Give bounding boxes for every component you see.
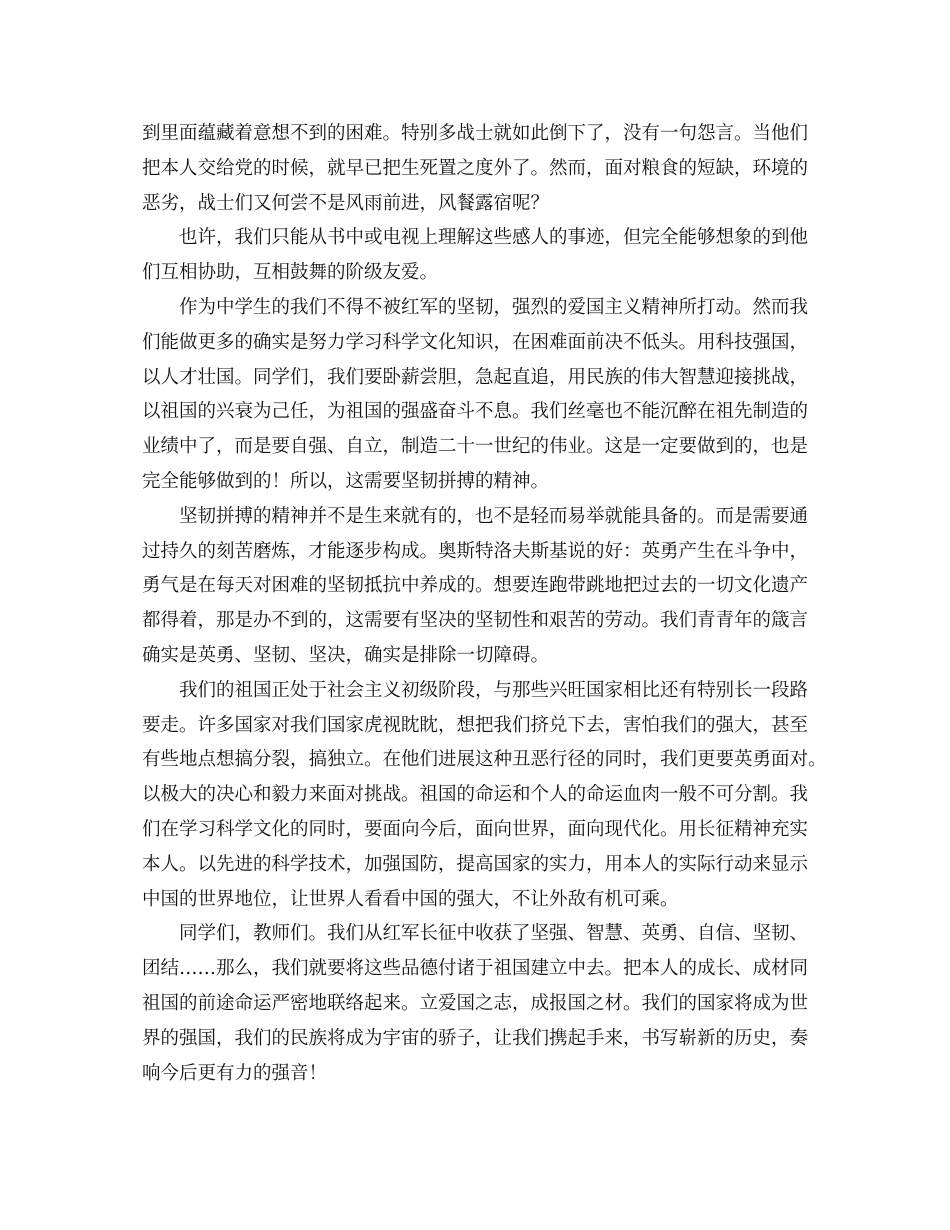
- text-line: 把本人交给党的时候，就早已把生死置之度外了。然而，面对粮食的短缺，环境的: [142, 157, 809, 179]
- text-line: 坚韧拼搏的精神并不是生来就有的，也不是轻而易举就能具备的。而是需要通: [142, 505, 809, 527]
- text-line: 也许，我们只能从书中或电视上理解这些感人的事迹，但完全能够想象的到他: [142, 227, 809, 249]
- body-text: [142, 117, 827, 1091]
- text-line: 同学们，教师们。我们从红军长征中收获了坚强、智慧、英勇、自信、坚韧、: [142, 923, 809, 945]
- text-line: 以人才壮国。同学们，我们要卧薪尝胆，急起直追，用民族的伟大智慧迎接挑战，: [142, 366, 809, 388]
- text-line: 界的强国，我们的民族将成为宇宙的骄子，让我们携起手来，书写崭新的历史，奏: [142, 1027, 809, 1049]
- text-line: 们在学习科学文化的同时，要面向今后，面向世界，面向现代化。用长征精神充实: [142, 818, 809, 840]
- text-line: 到里面蕴藏着意想不到的困难。特别多战士就如此倒下了，没有一句怨言。当他们: [142, 123, 809, 144]
- text-line: 中国的世界地位，让世界人看看中国的强大，不让外敌有机可乘。: [142, 888, 679, 910]
- text-line: 祖国的前途命运严密地联络起来。立爱国之志，成报国之材。我们的国家将成为世: [142, 992, 809, 1014]
- text-line: 响今后更有力的强音！: [142, 1062, 328, 1084]
- text-line: 要走。许多国家对我们国家虎视眈眈，想把我们挤兑下去，害怕我们的强大，甚至: [142, 714, 809, 736]
- text-line: 作为中学生的我们不得不被红军的坚韧，强烈的爱国主义精神所打动。然而我: [142, 296, 809, 318]
- text-line: 团结……那么，我们就要将这些品德付诸于祖国建立中去。把本人的成长、成材同: [142, 958, 809, 980]
- text-line: 有些地点想搞分裂，搞独立。在他们进展这种丑恶行径的同时，我们更要英勇面对。: [142, 749, 827, 771]
- text-line: 们互相协助，互相鼓舞的阶级友爱。: [142, 262, 439, 284]
- text-line: 勇气是在每天对困难的坚韧抵抗中养成的。想要连跑带跳地把过去的一切文化遗产: [142, 575, 809, 597]
- text-line: 确实是英勇、坚韧、坚决，确实是排除一切障碍。: [142, 644, 550, 666]
- text-line: 以祖国的兴衰为己任，为祖国的强盛奋斗不息。我们丝毫也不能沉醉在祖先制造的: [142, 401, 809, 423]
- text-line: 们能做更多的确实是努力学习科学文化知识，在困难面前决不低头。用科技强国，: [142, 331, 809, 353]
- text-line: 都得着，那是办不到的，这需要有坚决的坚韧性和艰苦的劳动。我们青青年的箴言: [142, 610, 809, 632]
- text-line: 我们的祖国正处于社会主义初级阶段，与那些兴旺国家相比还有特别长一段路: [142, 679, 809, 701]
- text-line: 恶劣，战士们又何尝不是风雨前进，风餐露宿呢？: [142, 192, 550, 214]
- text-line: 过持久的刻苦磨炼，才能逐步构成。奥斯特洛夫斯基说的好：英勇产生在斗争中，: [142, 540, 809, 562]
- text-line: 本人。以先进的科学技术，加强国防，提高国家的实力，用本人的实际行动来显示: [142, 853, 809, 875]
- text-line: 业绩中了，而是要自强、自立，制造二十一世纪的伟业。这是一定要做到的，也是: [142, 436, 809, 458]
- text-line: 完全能够做到的！所以，这需要坚韧拼搏的精神。: [142, 470, 550, 492]
- text-line: 以极大的决心和毅力来面对挑战。祖国的命运和个人的命运血肉一般不可分割。我: [142, 784, 809, 806]
